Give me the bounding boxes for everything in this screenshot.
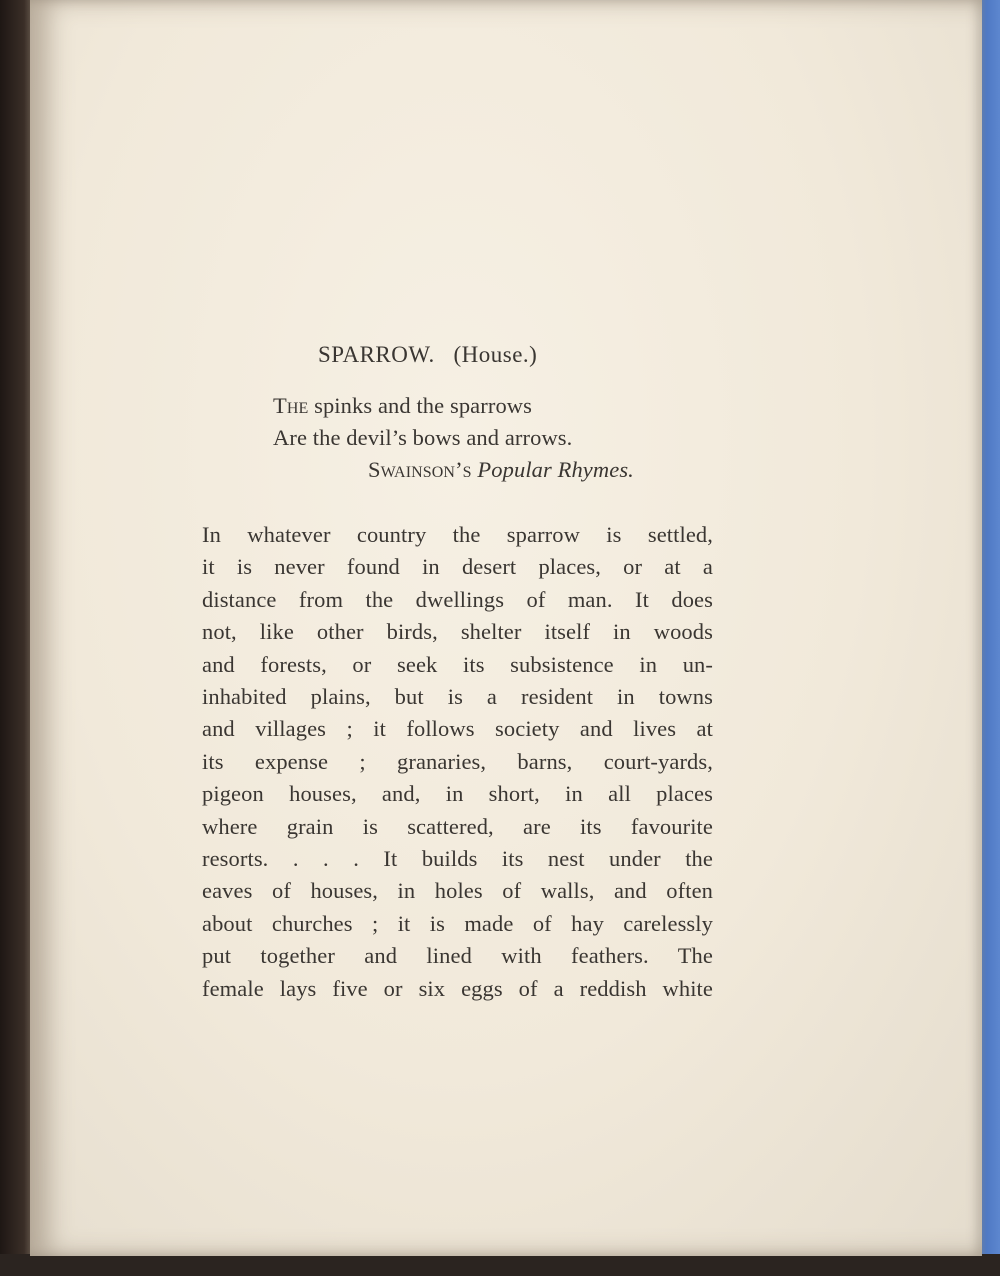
body-line: put together and lined with feathers. The bbox=[202, 943, 713, 969]
epigraph-line bbox=[273, 425, 572, 451]
epigraph-text: spinks and the sparrows bbox=[308, 393, 532, 418]
epigraph-text: Are the devil’s bows and arrows. bbox=[273, 425, 573, 450]
epigraph-work: Popular Rhymes. bbox=[477, 457, 634, 482]
body-line: resorts. . . . It builds its nest under the bbox=[202, 846, 713, 871]
epigraph-author: Swainson’s bbox=[368, 457, 472, 482]
book-page bbox=[30, 0, 982, 1256]
heading-title: SPARROW. bbox=[318, 342, 435, 367]
body-line: distance from the dwellings of man. It does bbox=[202, 586, 713, 612]
body-line: and forests, or seek its subsistence in un- bbox=[202, 651, 713, 677]
body-line: pigeon houses, and, in short, in all places bbox=[202, 781, 713, 807]
body-line: about churches ; it is made of hay carelessly bbox=[202, 910, 713, 936]
body-line: it is never found in desert places, or at a bbox=[202, 554, 713, 580]
heading-subtitle: (House.) bbox=[453, 342, 538, 367]
body-line: and villages ; it follows society and lives at bbox=[202, 716, 713, 742]
epigraph-attribution bbox=[368, 457, 634, 483]
body-line: eaves of houses, in holes of walls, and often bbox=[202, 878, 713, 904]
body-line: its expense ; granaries, barns, court-yards, bbox=[202, 748, 713, 774]
body-line: In whatever country the sparrow is settled, bbox=[202, 522, 713, 547]
epigraph-initial: The bbox=[273, 393, 309, 418]
body-line: where grain is scattered, are its favourite bbox=[202, 813, 713, 839]
epigraph-line bbox=[273, 393, 532, 419]
background-bottom bbox=[0, 1254, 1000, 1276]
body-line: female lays five or six eggs of a reddish white bbox=[202, 975, 713, 1001]
page-heading bbox=[318, 342, 537, 368]
body-line: inhabited plains, but is a resident in towns bbox=[202, 684, 713, 709]
body-line: not, like other birds, shelter itself in woods bbox=[202, 619, 713, 645]
